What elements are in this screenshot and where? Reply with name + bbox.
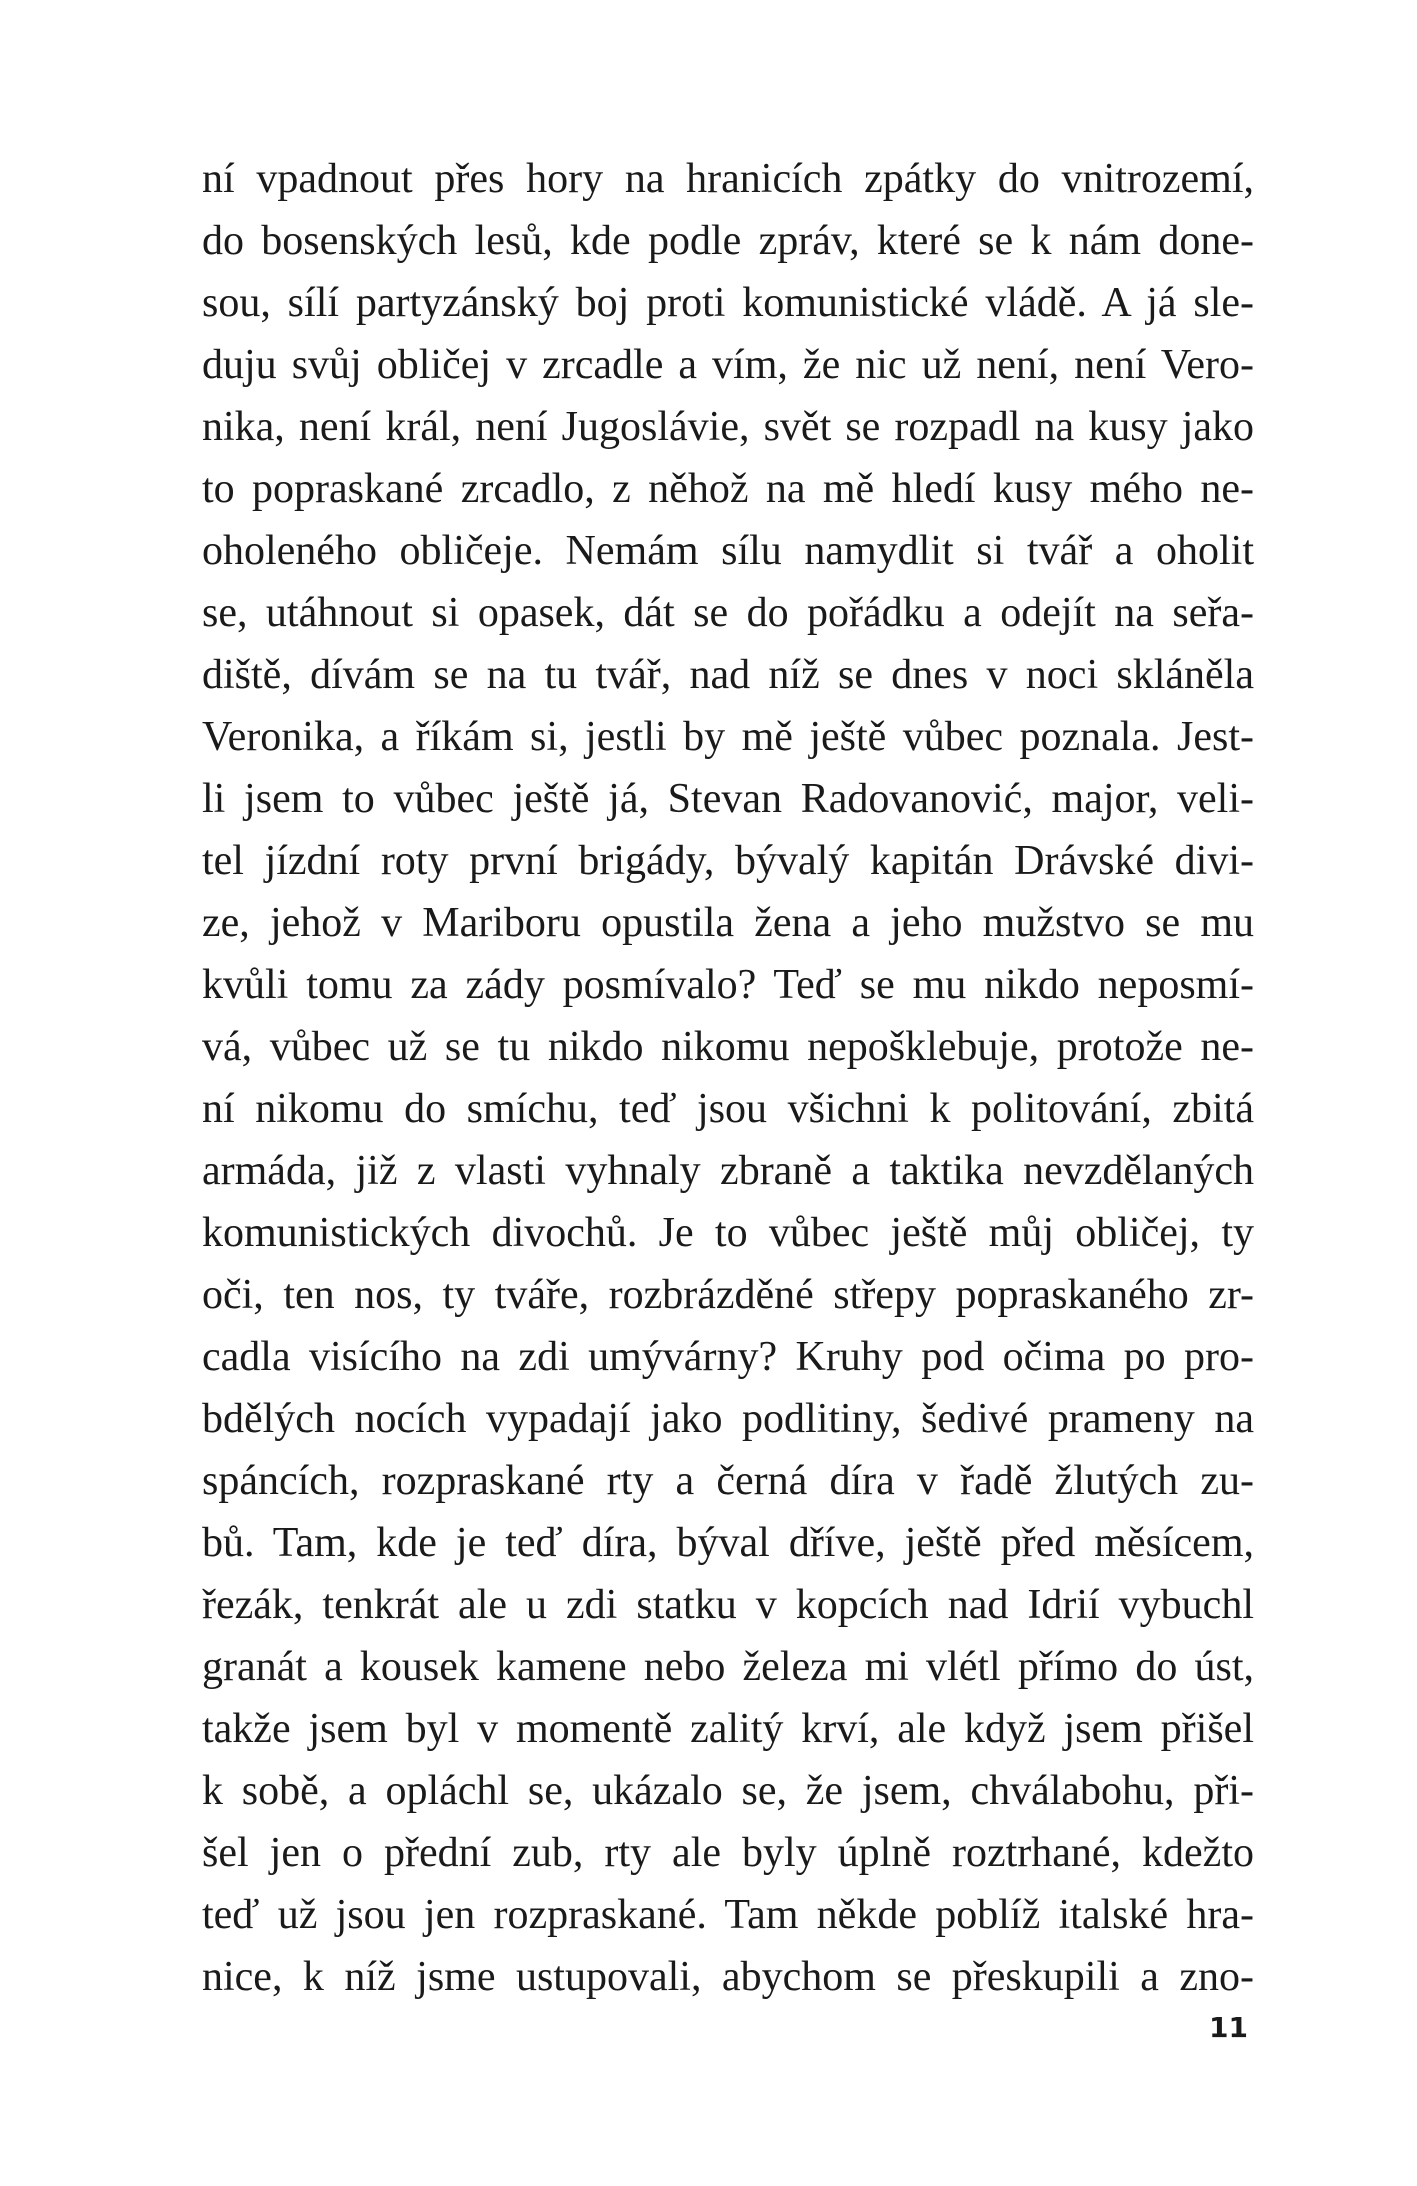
text-line: ní nikomu do smíchu, teď jsou všichni k politování, zbitá [202,1086,1254,1132]
text-line: bdělých nocích vypadají jako podlitiny, šedivé prameny na [202,1396,1254,1442]
text-line: tel jízdní roty první brigády, bývalý kapitán Drávské divi- [202,838,1254,884]
text-line: oholeného obličeje. Nemám sílu namydlit si tvář a oholit [202,528,1254,574]
text-line: diště, dívám se na tu tvář, nad níž se dnes v noci skláněla [202,652,1254,698]
text-line: Veronika, a říkám si, jestli by mě ještě vůbec poznala. Jest- [202,714,1254,760]
text-line: šel jen o přední zub, rty ale byly úplně roztrhané, kdežto [202,1830,1254,1876]
page-number: 11 [1209,2011,1248,2044]
text-line: sou, sílí partyzánský boj proti komunistické vládě. A já sle- [202,280,1254,326]
text-line: cadla visícího na zdi umývárny? Kruhy pod očima po pro- [202,1334,1254,1380]
text-line: oči, ten nos, ty tváře, rozbrázděné střepy popraskaného zr- [202,1272,1254,1318]
text-line: se, utáhnout si opasek, dát se do pořádku a odejít na seřa- [202,590,1254,636]
text-line: teď už jsou jen rozpraskané. Tam někde poblíž italské hra- [202,1892,1254,1938]
text-line: li jsem to vůbec ještě já, Stevan Radovanović, major, veli- [202,776,1254,822]
text-line: duju svůj obličej v zrcadle a vím, že nic už není, není Vero- [202,342,1254,388]
text-line: ze, jehož v Mariboru opustila žena a jeho mužstvo se mu [202,900,1254,946]
text-line: k sobě, a opláchl se, ukázalo se, že jsem, chválabohu, při- [202,1768,1254,1814]
text-line: spáncích, rozpraskané rty a černá díra v řadě žlutých zu- [202,1458,1254,1504]
text-line: do bosenských lesů, kde podle zpráv, které se k nám done- [202,218,1254,264]
body-text [202,148,1254,2008]
text-line: armáda, již z vlasti vyhnaly zbraně a taktika nevzdělaných [202,1148,1254,1194]
text-line: bů. Tam, kde je teď díra, býval dříve, ještě před měsícem, [202,1520,1254,1566]
text-line: vá, vůbec už se tu nikdo nikomu nepošklebuje, protože ne- [202,1024,1254,1070]
text-line: kvůli tomu za zády posmívalo? Teď se mu nikdo neposmí- [202,962,1254,1008]
text-line: nice, k níž jsme ustupovali, abychom se přeskupili a zno- [202,1954,1254,2000]
text-line: komunistických divochů. Je to vůbec ještě můj obličej, ty [202,1210,1254,1256]
text-line: takže jsem byl v momentě zalitý krví, ale když jsem přišel [202,1706,1254,1752]
text-line: granát a kousek kamene nebo železa mi vlétl přímo do úst, [202,1644,1254,1690]
text-line: ní vpadnout přes hory na hranicích zpátky do vnitrozemí, [202,156,1254,202]
text-line: to popraskané zrcadlo, z něhož na mě hledí kusy mého ne- [202,466,1254,512]
text-line: řezák, tenkrát ale u zdi statku v kopcích nad Idrií vybuchl [202,1582,1254,1628]
text-line: nika, není král, není Jugoslávie, svět se rozpadl na kusy jako [202,404,1254,450]
